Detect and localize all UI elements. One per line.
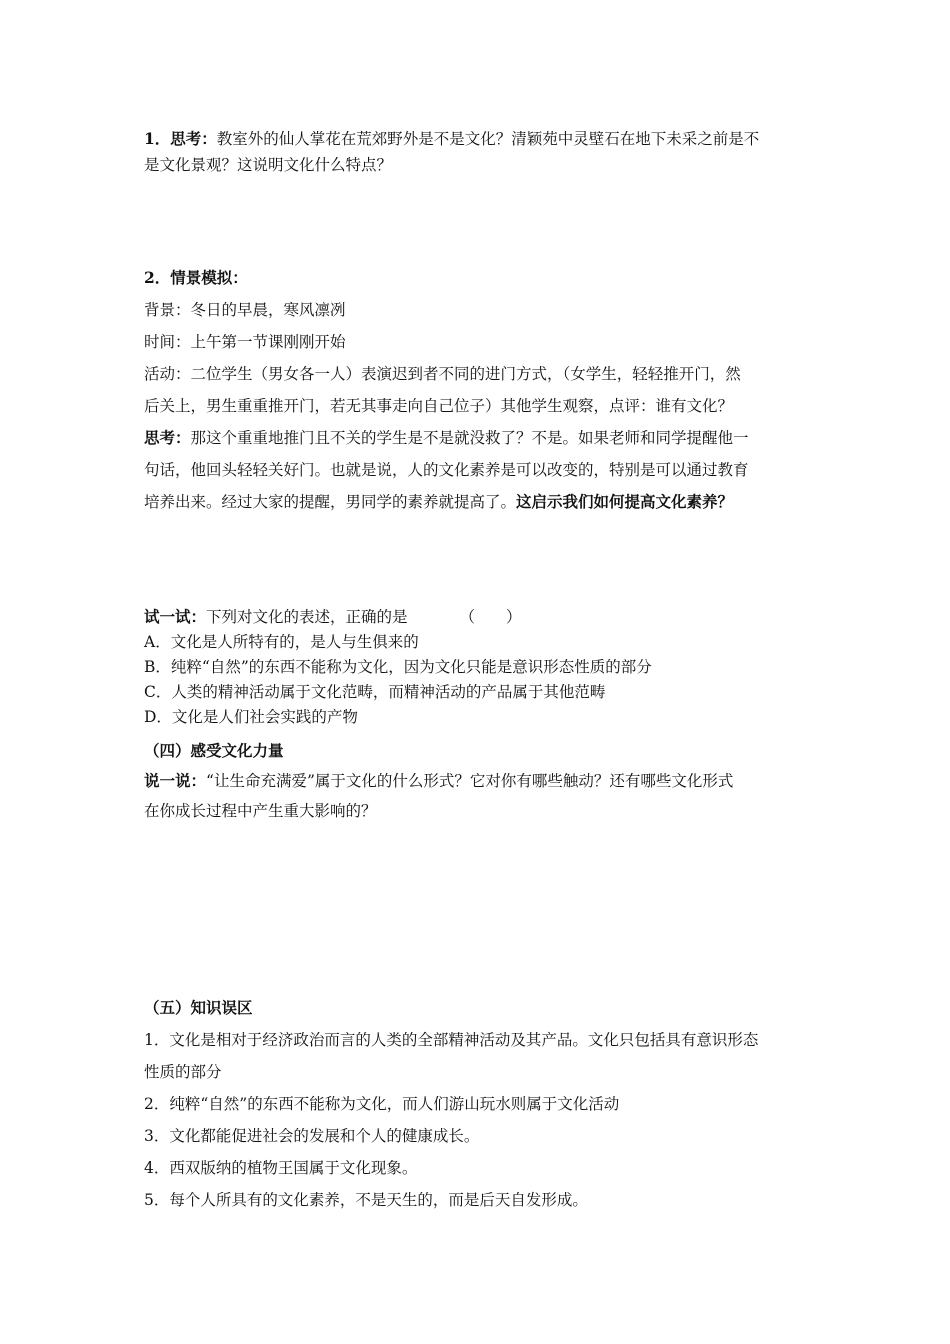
misconception-4: 4．西双版纳的植物王国属于文化现象。 <box>144 1159 418 1177</box>
question-1-line-1 <box>144 126 814 152</box>
think-bold-question: 这启示我们如何提高文化素养？ <box>516 492 734 511</box>
scenario-think-line-2: 句话，他回头轻轻关好门。也就是说，人的文化素养是可以改变的，特别是可以通过教育 <box>144 461 749 479</box>
scenario-time: 时间：上午第一节课刚刚开始 <box>144 333 346 351</box>
misconception-2: 2．纯粹“自然”的东西不能称为文化，而人们游山玩水则属于文化活动 <box>144 1095 620 1113</box>
try-question: 下列对文化的表述，正确的是 <box>206 608 408 626</box>
scenario-think-line-1 <box>144 422 814 454</box>
think-text-1: 那这个重重地推门且不关的学生是不是就没救了？不是。如果老师和同学提醒他一 <box>190 429 749 447</box>
option-d: D．文化是人们社会实践的产物 <box>144 708 358 726</box>
try-question-line <box>144 604 814 630</box>
scenario-background: 背景：冬日的早晨，寒风凛冽 <box>144 301 346 319</box>
scenario-think-line-3 <box>144 486 814 518</box>
misconception-3: 3．文化都能促进社会的发展和个人的健康成长。 <box>144 1127 480 1145</box>
misconception-1-line-1: 1．文化是相对于经济政治而言的人类的全部精神活动及其产品。文化只包括具有意识形态 <box>144 1031 759 1049</box>
scenario-activity-line-1: 活动：二位学生（男女各一人）表演迟到者不同的进门方式，（女学生，轻轻推开门，然 <box>144 365 741 383</box>
try-section <box>144 604 814 730</box>
question-1-text-1: 教室外的仙人掌花在荒郊野外是不是文化？清颖苑中灵壁石在地下未采之前是不 <box>216 130 760 148</box>
option-b: B．纯粹“自然”的东西不能称为文化，因为文化只能是意识形态性质的部分 <box>144 658 652 676</box>
think-label: 思考： <box>144 428 191 447</box>
option-c: C．人类的精神活动属于文化范畴，而精神活动的产品属于其他范畴 <box>144 683 606 701</box>
section-5 <box>144 992 814 1216</box>
try-label: 试一试： <box>144 607 207 626</box>
scenario-section <box>144 262 814 518</box>
scenario-heading: 2．情景模拟： <box>144 268 248 287</box>
think-text-3: 培养出来。经过大家的提醒，男同学的素养就提高了。 <box>144 493 517 511</box>
scenario-activity-line-2: 后关上，男生重重推开门，若无其事走向自己位子）其他学生观察，点评：谁有文化？ <box>144 397 734 415</box>
option-a: A．文化是人所特有的，是人与生俱来的 <box>144 633 419 651</box>
misconception-1-line-2: 性质的部分 <box>144 1063 222 1081</box>
say-label: 说一说： <box>144 771 207 790</box>
section-4 <box>144 736 814 826</box>
question-1-label: 1．思考： <box>144 129 217 148</box>
section-4-heading: （四）感受文化力量 <box>144 741 284 760</box>
question-1 <box>144 126 814 178</box>
answer-brackets: （ ） <box>459 608 522 626</box>
say-line-1 <box>144 766 814 796</box>
misconception-5: 5．每个人所具有的文化素养，不是天生的，而是后天自发形成。 <box>144 1191 588 1209</box>
question-1-line-2: 是文化景观？这说明文化什么特点？ <box>144 156 393 174</box>
section-5-heading: （五）知识误区 <box>144 998 253 1017</box>
say-text-1: “让生命充满爱”属于文化的什么形式？它对你有哪些触动？还有哪些文化形式 <box>206 772 734 790</box>
say-line-2: 在你成长过程中产生重大影响的？ <box>144 802 377 820</box>
